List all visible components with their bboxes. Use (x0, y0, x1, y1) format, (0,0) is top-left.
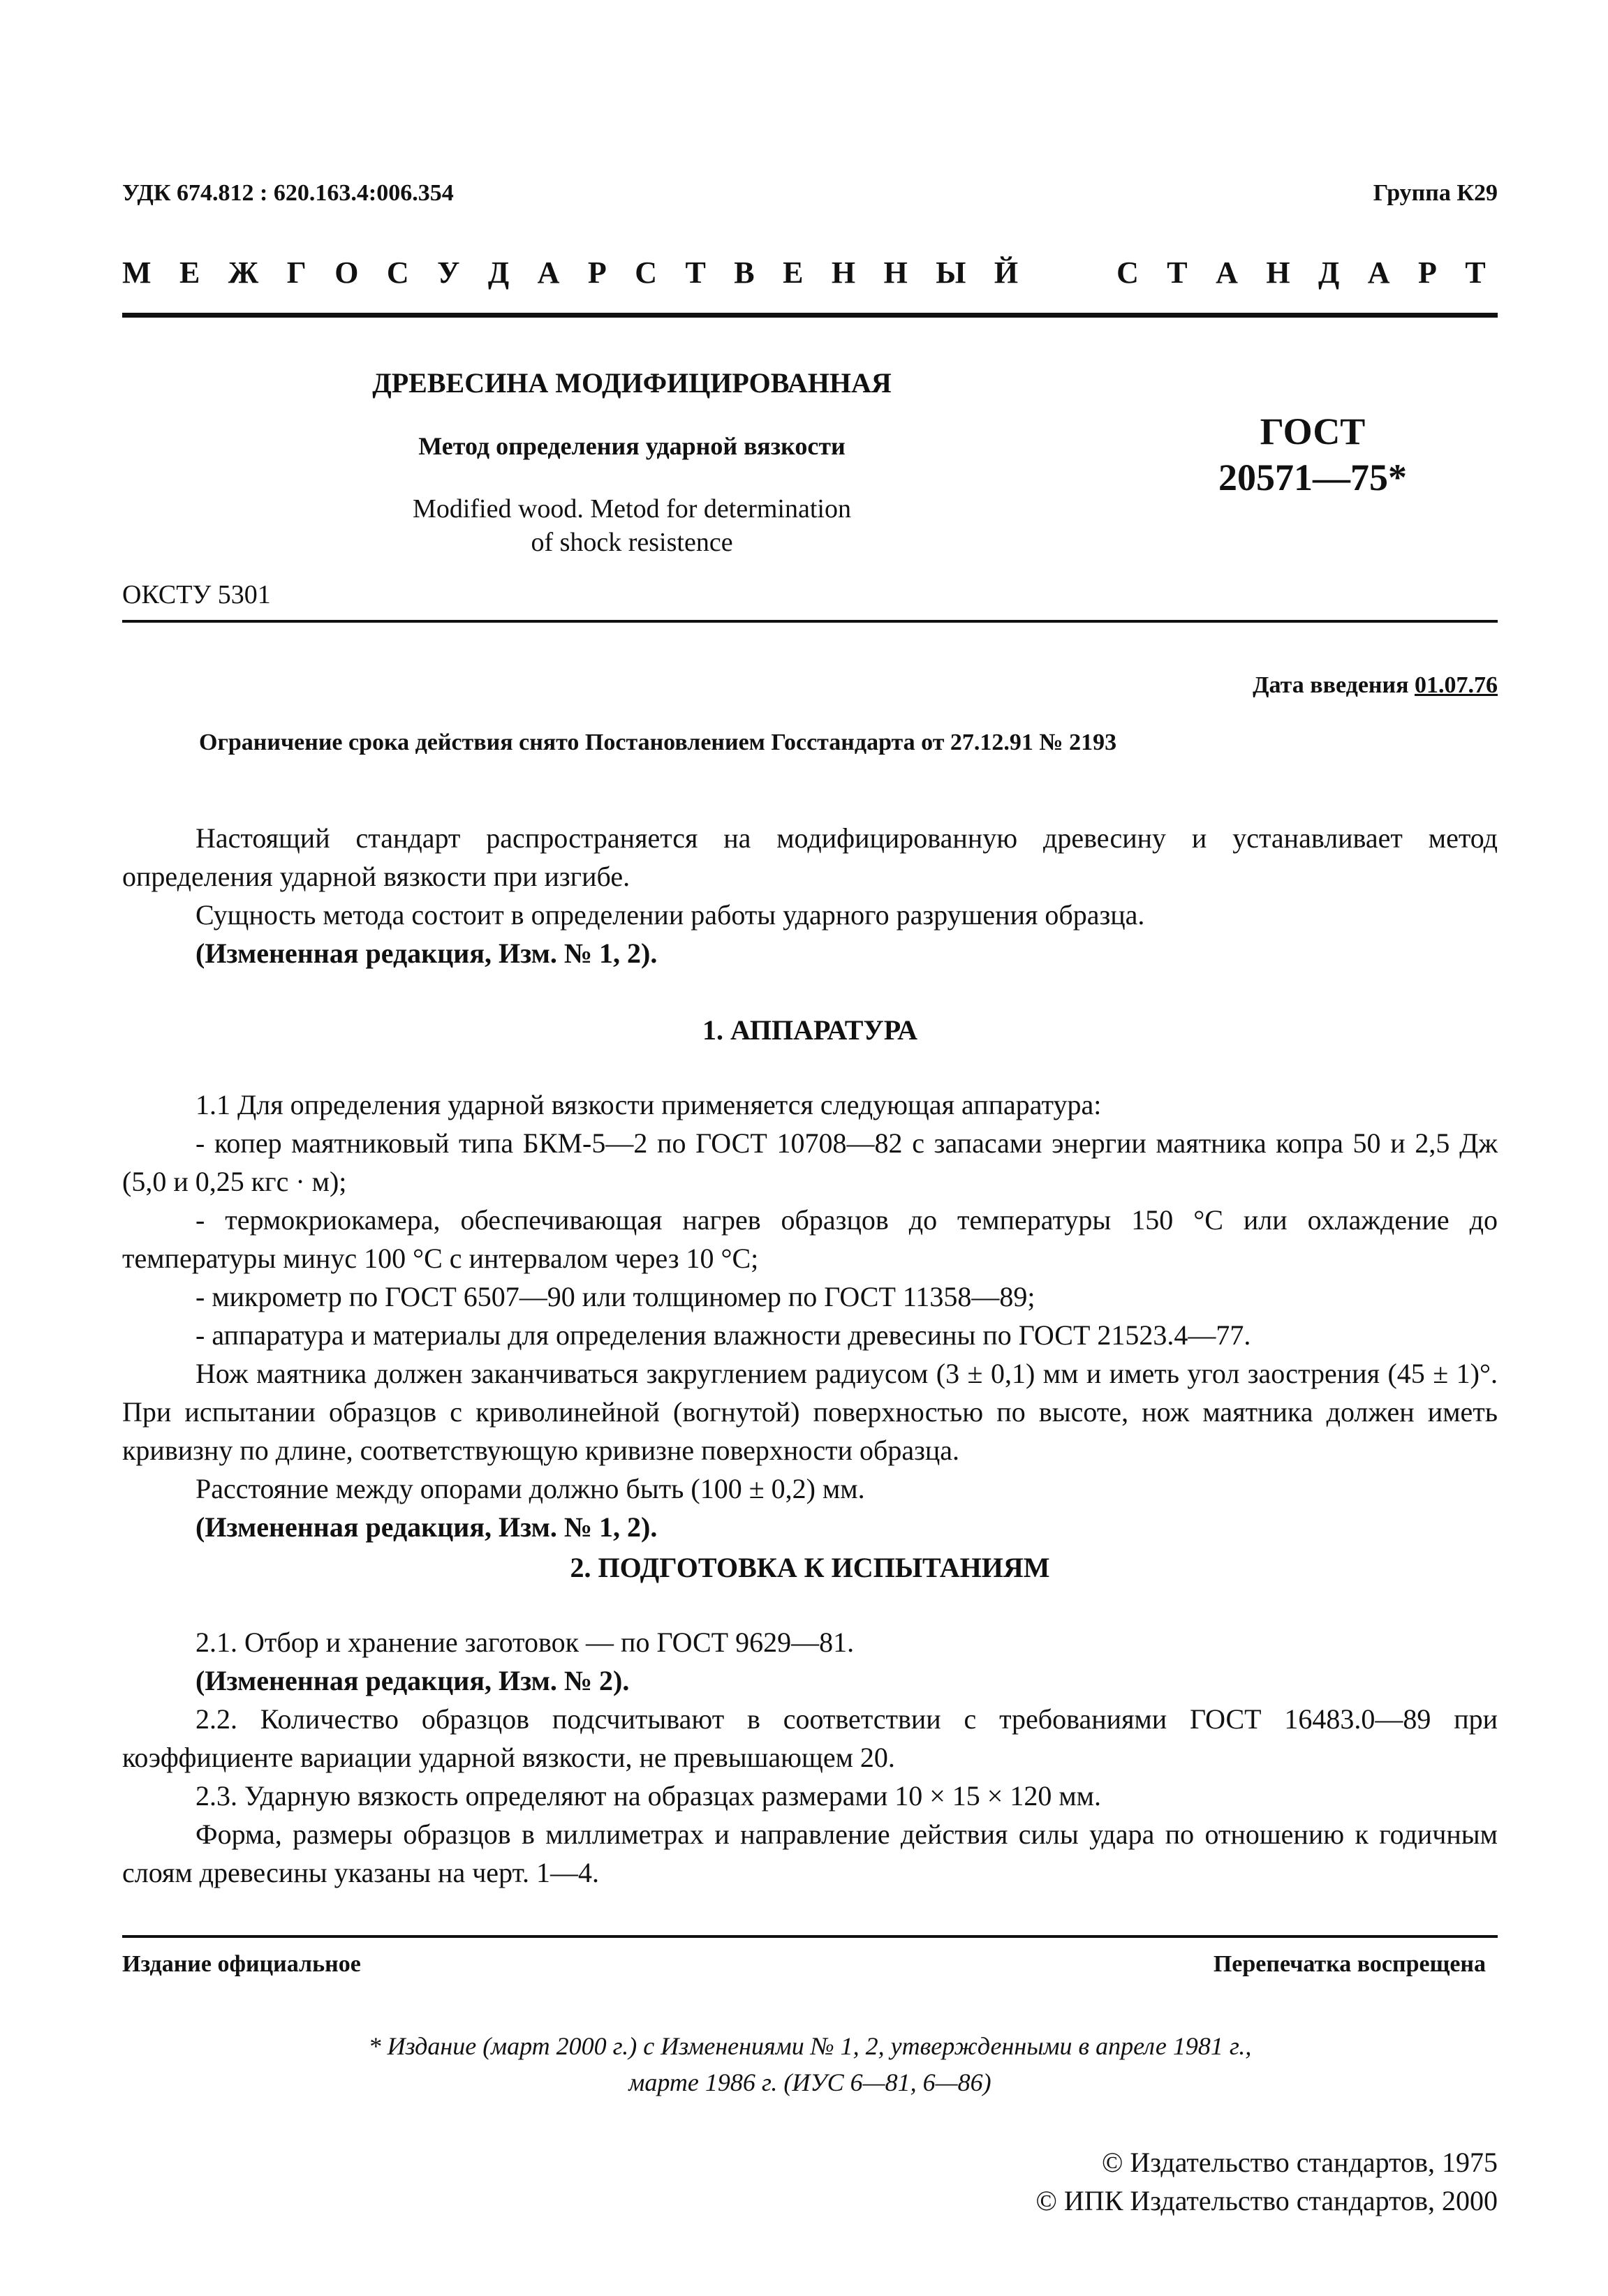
english-title-line: of shock resistence (531, 528, 733, 557)
okstu-code: ОКСТУ 5301 (122, 580, 271, 609)
section-paragraph: 2.1. Отбор и хранение заготовок — по ГОСТ 9629—81. (196, 1627, 855, 1658)
intro-date-label: Дата введения (1253, 672, 1409, 698)
footer-rule (122, 1935, 1498, 1938)
banner-letter: С (1116, 255, 1139, 290)
udk-code: УДК 674.812 : 620.163.4:006.354 (122, 180, 454, 206)
banner-rule (122, 313, 1498, 318)
amendment-note: (Измененная редакция, Изм. № 2). (196, 1665, 630, 1696)
banner-letter: Ж (228, 255, 259, 290)
banner-letter: Н (831, 255, 856, 290)
interstate-standard-banner (122, 255, 1486, 290)
banner-letter: С (635, 255, 657, 290)
gost-designation (1187, 408, 1438, 501)
edition-footnote (122, 2028, 1498, 2101)
banner-letter: А (537, 255, 560, 290)
section-2-body (122, 1623, 1498, 1892)
banner-letter: Р (1418, 255, 1437, 290)
banner-letter: А (1216, 255, 1238, 290)
banner-letter: Е (179, 255, 200, 290)
section-paragraph: 2.2. Количество образцов подсчитывают в соответствии с требованиями ГОСТ 16483.0—89 при коэффициенте вариации ударной вязкости, не превышающем 20. (122, 1703, 1498, 1773)
copyright-block (1036, 2143, 1498, 2220)
banner-letter: Й (994, 255, 1019, 290)
banner-letter: О (334, 255, 359, 290)
section-1-body (122, 1086, 1498, 1546)
english-title-line: Modified wood. Metod for determination (413, 494, 851, 524)
intro-section (122, 819, 1498, 972)
banner-letter: Е (783, 255, 804, 290)
intro-paragraph: Настоящий стандарт распространяется на модифицированную древесину и устанавливает метод определения ударной вязкости при изгибе. (122, 822, 1498, 892)
banner-letter: Г (286, 255, 307, 290)
group-code: Группа К29 (1373, 180, 1498, 206)
section-2-title: 2. ПОДГОТОВКА К ИСПЫТАНИЯМ (570, 1552, 1050, 1583)
banner-letter: С (386, 255, 409, 290)
section-paragraph: 1.1 Для определения ударной вязкости применяется следующая аппаратура: (196, 1089, 1102, 1120)
banner-letter: Д (487, 255, 510, 290)
section-1-title: 1. АППАРАТУРА (702, 1014, 917, 1046)
banner-letter: Т (1465, 255, 1486, 290)
document-title: ДРЕВЕСИНА МОДИФИЦИРОВАННАЯ (372, 367, 892, 399)
copyright-line: © ИПК Издательство стандартов, 2000 (1035, 2185, 1498, 2216)
banner-letter: Д (1318, 255, 1340, 290)
list-item: - копер маятниковый типа БКМ-5—2 по ГОСТ 10708—82 с запасами энергии маятника копра 50 и 2,5 Дж (5,0 и 0,25 кгс · м); (122, 1127, 1498, 1197)
list-item: - термокриокамера, обеспечивающая нагрев образцов до температуры 150 °С или охлаждение до температуры минус 100 °С с интервалом через 10 °С; (122, 1204, 1498, 1274)
footnote-line: * Издание (март 2000 г.) с Изменениями № 1, 2, утвержденными в апреле 1981 г., (368, 2032, 1252, 2060)
intro-date-value: 01.07.76 (1415, 672, 1498, 698)
official-edition-label: Издание официальное (122, 1951, 361, 1977)
list-item: - микрометр по ГОСТ 6507—90 или толщиномер по ГОСТ 11358—89; (196, 1281, 1035, 1312)
banner-letter: А (1367, 255, 1390, 290)
banner-letter: М (122, 255, 152, 290)
amendment-note: (Измененная редакция, Изм. № 1, 2). (196, 938, 658, 969)
copyright-line: © Издательство стандартов, 1975 (1101, 2147, 1498, 2178)
banner-letter: Т (685, 255, 706, 290)
gost-label: ГОСТ (1260, 410, 1366, 452)
list-item: - аппаратура и материалы для определения влажности древесины по ГОСТ 21523.4—77. (196, 1319, 1251, 1351)
banner-letter: Т (1167, 255, 1188, 290)
banner-spacer (1047, 255, 1089, 290)
limitation-note: Ограничение срока действия снято Постановлением Госстандарта от 27.12.91 № 2193 (199, 729, 1117, 755)
english-title (272, 492, 991, 559)
banner-letter: Н (883, 255, 908, 290)
section-paragraph: Расстояние между опорами должно быть (100 ± 0,2) мм. (196, 1473, 865, 1504)
intro-paragraph: Сущность метода состоит в определении работы ударного разрушения образца. (196, 899, 1145, 931)
amendment-note: (Измененная редакция, Изм. № 1, 2). (196, 1511, 658, 1543)
document-subtitle: Метод определения ударной вязкости (418, 432, 846, 460)
title-rule (122, 620, 1498, 623)
banner-letter: У (437, 255, 460, 290)
section-paragraph: Форма, размеры образцов в миллиметрах и направление действия силы удара по отношению к годичным слоям древесины указаны на черт. 1—4. (122, 1819, 1498, 1888)
reprint-prohibited-label: Перепечатка воспрещена (1213, 1951, 1486, 1977)
banner-letter: Р (587, 255, 607, 290)
banner-letter: Н (1266, 255, 1290, 290)
gost-number: 20571—75* (1218, 457, 1407, 498)
banner-letter: В (734, 255, 755, 290)
banner-letter: Ы (936, 255, 966, 290)
section-paragraph: Нож маятника должен заканчиваться закруглением радиусом (3 ± 0,1) мм и иметь угол заострения (45 ± 1)°. При испытании образцов с криволинейной (вогнутой) поверхностью по высоте, нож маятника должен иметь кривизну по длине, соответствующую кривизне поверхности образца. (122, 1358, 1498, 1466)
section-paragraph: 2.3. Ударную вязкость определяют на образцах размерами 10 × 15 × 120 мм. (196, 1780, 1101, 1812)
footnote-line: марте 1986 г. (ИУС 6—81, 6—86) (628, 2068, 991, 2096)
intro-date-line (1253, 672, 1498, 699)
